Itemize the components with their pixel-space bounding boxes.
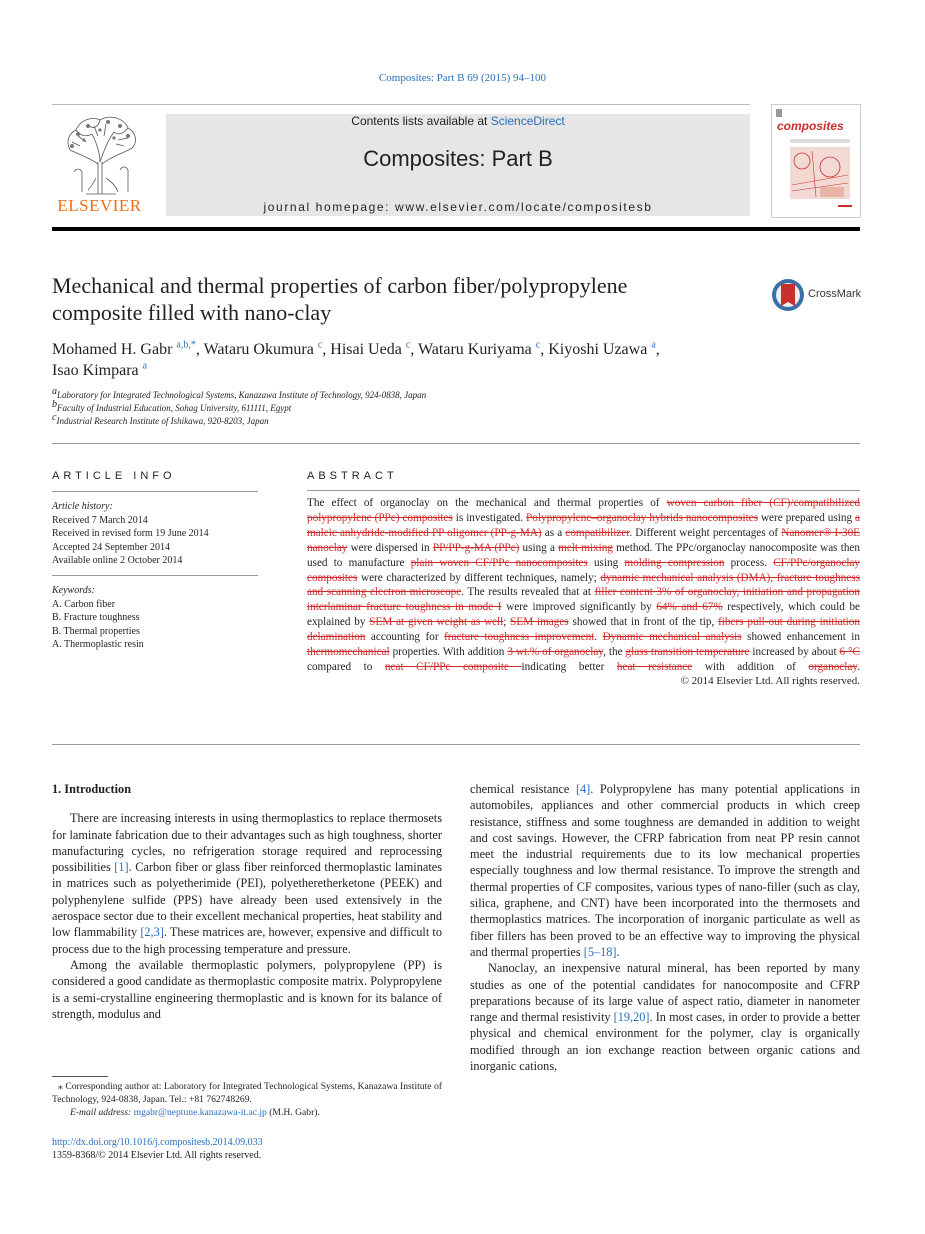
section-divider [52, 443, 860, 444]
author[interactable]: Hisai Ueda $^c$ [330, 339, 411, 358]
contents-prefix: Contents lists available at [351, 114, 491, 128]
email-link[interactable]: mgabr@neptune.kanazawa-it.ac.jp [133, 1107, 267, 1118]
struck-phrase: fracture toughness improvement [444, 631, 595, 644]
journal-cover-thumbnail[interactable] [771, 104, 861, 218]
struck-phrase: plain woven CF/PPc nanocomposites [410, 556, 588, 569]
abstract-phrase: . Different weight percentages of [629, 526, 782, 539]
abstract-phrase: were prepared using [758, 511, 856, 524]
abstract-phrase: indicating better [521, 660, 617, 673]
text-run: . [616, 944, 620, 959]
header-bottom-rule [52, 227, 860, 231]
struck-phrase: neat CF/PPc composite [384, 660, 522, 673]
keyword: B. Fracture toughness [52, 612, 140, 624]
header-top-rule [52, 104, 750, 105]
abstract-phrase: showed that in front of the tip, [568, 616, 719, 629]
abstract-phrase: as a [541, 526, 566, 539]
struck-phrase: melt mixing [558, 541, 613, 554]
struck-phrase: SEM at given weight as well [369, 616, 504, 629]
struck-phrase: Nanomer® I-30E nanoclay [307, 526, 860, 554]
article-info [52, 470, 258, 651]
doi-link[interactable]: http://dx.doi.org/10.1016/j.compositesb.2014.09.033 [52, 1137, 263, 1148]
citation-link[interactable]: [19,20] [613, 1010, 650, 1025]
elsevier-wordmark: ELSEVIER [57, 196, 142, 215]
abstract [307, 470, 860, 687]
abstract-phrase: process. [724, 556, 774, 569]
affiliation: $^c$Industrial Research Institute of Ishikawa, 920-8203, Japan [52, 412, 269, 426]
abstract-phrase: compared to [307, 660, 385, 673]
history-item: Received 7 March 2014 [52, 514, 148, 526]
paragraph [52, 957, 442, 1022]
article-title-line-2: composite filled with nano-clay [52, 300, 332, 325]
section-divider [52, 744, 860, 745]
text-run: . In most cases, in order to provide a better physical and chemical environment for the polymer, clay is organically modified through an ion exchange reaction between organic cations and inorganic cations, [470, 1010, 860, 1074]
struck-phrase: woven carbon fiber (CF)/compatibilized polypropylene (PPc) composites [307, 497, 860, 524]
text-run: Among the available thermoplastic polymers, polypropylene (PP) is considered a good candidate as thermoplastic composite matrix. Polypropylene is a semi-crystalline engineering thermoplastic and is known for its balance of strength, modulus and [52, 957, 442, 1021]
text-run: chemical resistance [470, 782, 576, 796]
abstract-phrase: . The results revealed that at [461, 586, 595, 599]
abstract-phrase: showed enhancement in [741, 631, 861, 644]
abstract-phrase: accounting for [365, 631, 445, 644]
abstract-heading: ABSTRACT [307, 470, 398, 482]
struck-phrase: a maleic anhydride-modified PP oligomer (PP-g-MA) [307, 511, 860, 539]
struck-phrase: Dynamic mechanical analysis [602, 631, 742, 644]
abstract-phrase: . [857, 660, 860, 673]
history-item: Accepted 24 September 2014 [52, 541, 171, 553]
struck-phrase: heat resistance [616, 660, 693, 673]
abstract-phrase: respectively, which could be explained by [307, 601, 861, 629]
text-run: Nanoclay, an inexpensive natural mineral, has been reported by many studies as one of the potential candidates for nanocomposite and CFRP preparations because of its large value of aspect ratio, diameter in nanometer range and thermal resistivity [470, 961, 860, 1025]
copyright-notice: © 2014 Elsevier Ltd. All rights reserved. [680, 674, 860, 687]
journal-header-box [166, 114, 750, 216]
struck-phrase: fibers pull-out during initiation delamination [307, 616, 860, 644]
author-list: Mohamed H. Gabr $^{a,b,*}$, Wataru Okumura $^c$, Hisai Ueda $^c$, Wataru Kuriyama $^c$, Kiyoshi Uzawa $^a$, Isao Kimpara $^a$ [52, 339, 660, 379]
body-left-column [52, 781, 442, 1022]
email-label: E-mail address: [70, 1107, 134, 1118]
abstract-phrase: properties. With addition [389, 646, 508, 659]
footnote [52, 1080, 442, 1119]
abstract-phrase: using [587, 556, 625, 569]
citation-link[interactable]: [2,3] [140, 925, 164, 940]
article-title [52, 272, 742, 326]
cover-title: composites [777, 119, 844, 133]
abstract-phrase: were characterized by different techniques, namely; [357, 571, 601, 584]
footnote-rule [52, 1076, 108, 1077]
paragraph [52, 810, 442, 957]
author[interactable]: Isao Kimpara $^a$ [52, 360, 148, 379]
keywords-label: Keywords: [52, 585, 95, 597]
journal-homepage[interactable]: journal homepage: www.elsevier.com/locate/compositesb [263, 200, 653, 214]
paragraph [470, 960, 860, 1074]
citation-link[interactable]: [5–18] [583, 944, 617, 959]
elsevier-tree-icon [58, 112, 142, 196]
author[interactable]: Wataru Kuriyama $^c$ [417, 339, 541, 358]
body-right-column [470, 781, 860, 1074]
struck-phrase: dynamic mechanical analysis (DMA), fracture toughness and scanning electron microscope [307, 571, 860, 599]
text-run: . Carbon fiber or glass fiber reinforced thermoplastic laminates in matrices such as polyetherimide (PEI), polyetheretherketone (PEEK) and polyphenylene sulfide (PPS) have already been used extensively in the aerospace sector due to their excellent mechanical properties, heat stability and low flammability [52, 860, 442, 940]
abstract-phrase: is investigated. [452, 511, 527, 524]
keyword: A. Thermoplastic resin [52, 639, 144, 651]
sciencedirect-link[interactable]: ScienceDirect [490, 114, 565, 128]
abstract-phrase: with addition of [692, 660, 809, 673]
divider [52, 575, 258, 576]
history-item: Available online 2 October 2014 [52, 555, 183, 567]
struck-phrase: thermomechanical [307, 646, 390, 659]
struck-phrase: filler content 3% of organoclay, initiation and propagation interlaminar fracture toughness in mode I [307, 586, 860, 614]
footnote-star: ⁎ [58, 1081, 63, 1092]
elsevier-logo [52, 112, 147, 217]
email-suffix: (M.H. Gabr). [266, 1107, 320, 1118]
struck-phrase: CF/PPc/organoclay composites [307, 556, 861, 584]
keyword: B. Thermal properties [52, 625, 140, 637]
corresponding-mark: * [190, 339, 196, 351]
affiliation: $^b$Faculty of Industrial Education, Sohag University, 611111, Egypt [52, 399, 292, 413]
issn-line: 1359-8368/© 2014 Elsevier Ltd. All rights reserved. [52, 1150, 262, 1161]
struck-phrase: molding compression [624, 556, 725, 569]
footnote-text: Corresponding author at: Laboratory for Integrated Technological Systems, Kanazawa Institute of Technology, 924-0838, Japan. Tel.: +81 762748269. [52, 1081, 442, 1105]
struck-phrase: 3 wt.% of organoclay [507, 646, 604, 659]
article-title-line-1: Mechanical and thermal properties of carbon fiber/polypropylene [52, 273, 628, 298]
contents-line [166, 114, 750, 128]
affiliation: $^a$Laboratory for Integrated Technological Systems, Kanazawa Institute of Technology, 924-0838, Japan [52, 386, 427, 400]
abstract-phrase: , the [603, 646, 626, 659]
abstract-text [307, 496, 860, 675]
paragraph [470, 781, 860, 960]
abstract-phrase: using a [519, 541, 559, 554]
crossmark-icon [771, 278, 805, 312]
citation-link[interactable]: [4] [575, 782, 591, 796]
abstract-phrase: increased by about [749, 646, 840, 659]
author[interactable]: Wataru Okumura $^c$ [203, 339, 323, 358]
abstract-phrase: The effect of organoclay on the mechanical and thermal properties of [307, 497, 667, 509]
struck-phrase: 64% and 67% [656, 601, 723, 614]
author[interactable]: Mohamed H. Gabr $^{a,b,*}$ [52, 339, 196, 358]
struck-phrase: 6 °C [839, 646, 861, 659]
abstract-phrase: method. The PPc/organoclay nanocomposite was then used to manufacture [307, 541, 860, 569]
citation-link[interactable]: [1] [114, 860, 129, 875]
abstract-phrase: . [594, 631, 603, 644]
abstract-phrase: ; [503, 616, 511, 629]
crossmark-label: CrossMark [808, 288, 862, 300]
struck-phrase: compatibilizer [565, 526, 630, 539]
abstract-phrase: were improved significantly by [501, 601, 657, 614]
author[interactable]: Kiyoshi Uzawa $^a$ [548, 339, 656, 358]
history-label: Article history: [52, 501, 113, 513]
text-run: There are increasing interests in using thermoplastics to replace thermosets for laminate fabrication due to their advantages such as high toughness, shorter manufacturing cycles, no refrigeration storage required and reprocessing possibilities [52, 811, 442, 875]
section-heading: 1. Introduction [52, 782, 132, 796]
abstract-phrase: were dispersed in [347, 541, 433, 554]
divider [52, 491, 258, 492]
divider [307, 490, 860, 491]
text-run: . Polypropylene has many potential applications in automobiles, appliances and other commercial products in which creep resistance, stiffness and some toughness are demanded in addition to weight and cost savings. However, the CFRP fabrication from neat PP resin cannot meet the industrial requirements due to its low mechanical properties especially toughness and low thermal resistance. To improve the strength and thermal properties of CF composites, various types of nano-filler (such as clay, silica, graphene, and CNT) have been incorporated into the thermosets and thermoplastics matrices. The incorporation of inorganic particulate as well as fiber fillers has been proved to be an effective way to improving the physical and thermal properties [470, 782, 860, 959]
keyword: A. Carbon fiber [52, 598, 116, 610]
struck-phrase: SEM images [510, 616, 569, 629]
struck-phrase: PP/PP-g-MA (PPc) [432, 541, 520, 554]
text-run: . These matrices are, however, expensive and difficult to process due to the high processing temperature and pressure. [52, 925, 442, 956]
history-item: Received in revised form 19 June 2014 [52, 528, 209, 540]
journal-title: Composites: Part B [363, 146, 553, 171]
journal-reference[interactable]: Composites: Part B 69 (2015) 94–100 [378, 72, 547, 84]
crossmark-badge[interactable] [771, 278, 861, 312]
article-info-heading: ARTICLE INFO [52, 470, 176, 482]
struck-phrase: glass transition temperature [625, 646, 750, 659]
struck-phrase: organoclay [808, 660, 858, 673]
struck-phrase: Polypropylene–organoclay hybrids nanocomposites [526, 511, 758, 524]
